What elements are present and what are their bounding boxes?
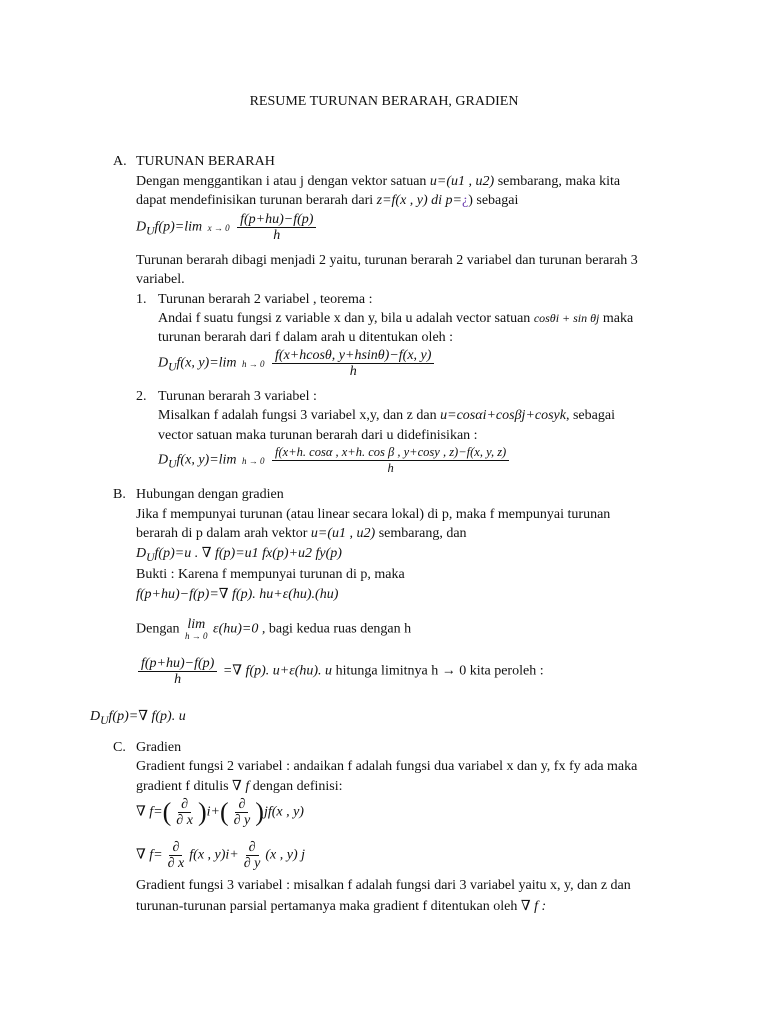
section-a-paragraph-line2: dapat mendefinisikan turunan berarah dari z=f(x , y) di p=¿) sebagai — [136, 193, 519, 208]
item-2-line1: Misalkan f adalah fungsi 3 variabel x,y, dan z dan u=cosαi+cosβj+cosyk, sebagai — [158, 408, 615, 423]
section-a-paragraph2-line1: Turunan berarah dibagi menjadi 2 yaitu, turunan berarah 2 variabel dan turunan berarah 3 — [136, 253, 638, 268]
formula-gradient-definition-1: ∇ f=( $\frac{\partial}{\partial x}$ )i+( $\frac{\partial}{\partial y}$ )jf(x , y) — [136, 797, 304, 828]
section-c-line3: Gradient fungsi 3 variabel : misalkan f adalah fungsi dari 3 variabel yaitu x, y, dan z dan — [136, 878, 631, 893]
proof-intro: Bukti : Karena f mempunyai turunan di p, maka — [136, 567, 405, 582]
section-b-heading: Hubungan dengan gradien — [136, 487, 284, 502]
formula-divide-h: $\frac{f(p+hu)-f(p)}{h}$ =∇ f(p). u+ε(hu). u hitunga limitnya h → 0 kita peroleh : — [136, 656, 544, 687]
formula-gradient-result: $D_Uf(p)=\nabla$ f(p). u — [90, 709, 186, 727]
formula-proof-step: f(p+hu)−f(p)=∇ f(p). hu+ε(hu).(hu) — [136, 587, 339, 602]
section-a-paragraph-line1: Dengan menggantikan i atau j dengan vektor satuan u=(u1 , u2) sembarang, maka kita — [136, 174, 621, 189]
section-b-line2: berarah di p dalam arah vektor u=(u1 , u2) sembarang, dan — [136, 526, 467, 541]
section-b-marker: B. — [113, 487, 126, 502]
item-2-heading: Turunan berarah 3 variabel : — [158, 389, 317, 404]
section-a-marker: A. — [113, 154, 127, 169]
section-c-marker: C. — [113, 740, 126, 755]
formula-gradient-definition-2: ∇ f= $\frac{\partial}{\partial x}$ f(x , y)i+ $\frac{\partial}{\partial y}$ (x , y) j — [136, 840, 306, 871]
item-2-marker: 2. — [136, 389, 147, 404]
section-b-line1: Jika f mempunyai turunan (atau linear secara lokal) di p, maka f mempunyai turunan — [136, 507, 611, 522]
item-1-marker: 1. — [136, 292, 147, 307]
formula-directional-derivative: $D_Uf(p)=\lim$ x → 0 $\frac{f(p+hu)-f(p)}{h}$ — [136, 212, 318, 243]
document-title: RESUME TURUNAN BERARAH, GRADIEN — [249, 94, 519, 109]
section-c-line4: turunan-turunan parsial pertamanya maka gradient f ditentukan oleh ∇ f : — [136, 899, 547, 914]
item-2-line2: vector satuan maka turunan berarah dari u didefinisikan : — [158, 428, 478, 443]
section-b-dengan-line: Dengan lim h → 0 ε(hu)=0 , bagi kedua ruas dengan h — [136, 617, 412, 641]
section-a-paragraph2-line2: variabel. — [136, 272, 185, 287]
section-c-heading: Gradien — [136, 740, 182, 755]
item-1-heading: Turunan berarah 2 variabel , teorema : — [158, 292, 373, 307]
section-c-line2: gradient f ditulis ∇ f dengan definisi: — [136, 779, 343, 794]
item-1-line1: Andai f suatu fungsi z variable x dan y, bila u adalah vector satuan cosθi + sin θj maka — [158, 311, 634, 326]
item-1-line2: turunan berarah dari f dalam arah u ditentukan oleh : — [158, 330, 454, 345]
formula-gradient-relation: $D_Uf(p)=u$ . ∇ f(p)=u1 fx(p)+u2 fy(p) — [136, 546, 342, 564]
section-c-line1: Gradient fungsi 2 variabel : andaikan f adalah fungsi dua variabel x dan y, fx fy ada maka — [136, 759, 638, 774]
section-a-heading: TURUNAN BERARAH — [136, 154, 275, 169]
formula-2-variable: $D_Uf(x$, y)=lim h → 0 $\frac{f(x+hcos\theta, y+hsin\theta)-f(x, y)}{h}$ — [158, 348, 436, 379]
formula-3-variable: $D_Uf(x$, y)=lim h → 0 $\frac{\text{f(x+h. cosα , x+h. cos β , y+cosy , z)−f(x, y, z)}}{h}$ — [158, 445, 511, 476]
